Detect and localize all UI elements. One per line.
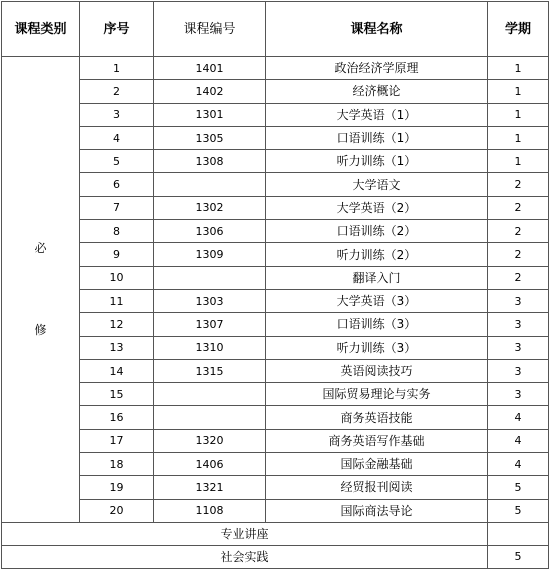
term-cell: 2 <box>488 220 549 243</box>
code-cell: 1401 <box>154 57 266 80</box>
code-cell: 1108 <box>154 499 266 522</box>
course-name-cell: 英语阅读技巧 <box>266 359 488 382</box>
table-row <box>2 126 549 149</box>
code-cell: 1406 <box>154 453 266 476</box>
code-cell <box>154 266 266 289</box>
seq-cell: 1 <box>80 57 154 80</box>
seq-cell: 19 <box>80 476 154 499</box>
seq-cell: 7 <box>80 196 154 219</box>
footer-term-lecture <box>488 522 549 545</box>
table-row <box>2 103 549 126</box>
term-cell: 1 <box>488 126 549 149</box>
category-char-2: 修 <box>34 323 47 338</box>
seq-cell: 20 <box>80 499 154 522</box>
code-cell: 1402 <box>154 80 266 103</box>
code-cell: 1305 <box>154 126 266 149</box>
table-row <box>2 80 549 103</box>
code-cell: 1310 <box>154 336 266 359</box>
seq-cell: 10 <box>80 266 154 289</box>
term-cell: 3 <box>488 359 549 382</box>
course-name-cell: 经贸报刊阅读 <box>266 476 488 499</box>
seq-cell: 15 <box>80 383 154 406</box>
code-cell: 1315 <box>154 359 266 382</box>
course-name-cell: 听力训练（1） <box>266 150 488 173</box>
seq-cell: 5 <box>80 150 154 173</box>
code-cell <box>154 173 266 196</box>
table-row <box>2 243 549 266</box>
footer-row-practice <box>2 545 549 568</box>
code-cell <box>154 383 266 406</box>
course-name-cell: 国际商法导论 <box>266 499 488 522</box>
code-cell <box>154 406 266 429</box>
table-row <box>2 336 549 359</box>
term-cell: 4 <box>488 453 549 476</box>
term-cell: 3 <box>488 336 549 359</box>
course-name-cell: 国际金融基础 <box>266 453 488 476</box>
term-cell: 3 <box>488 289 549 312</box>
header-row <box>2 2 549 57</box>
seq-cell: 13 <box>80 336 154 359</box>
table-row <box>2 429 549 452</box>
seq-cell: 16 <box>80 406 154 429</box>
code-cell: 1320 <box>154 429 266 452</box>
course-name-cell: 口语训练（1） <box>266 126 488 149</box>
table-row <box>2 359 549 382</box>
code-cell: 1308 <box>154 150 266 173</box>
course-name-cell: 大学语文 <box>266 173 488 196</box>
course-name-cell: 大学英语（3） <box>266 289 488 312</box>
seq-cell: 6 <box>80 173 154 196</box>
code-cell: 1309 <box>154 243 266 266</box>
code-cell: 1321 <box>154 476 266 499</box>
seq-cell: 3 <box>80 103 154 126</box>
course-name-cell: 大学英语（2） <box>266 196 488 219</box>
term-cell: 3 <box>488 383 549 406</box>
footer-term-practice: 5 <box>488 545 549 568</box>
header-code: 课程编号 <box>154 2 266 57</box>
footer-row-lecture <box>2 522 549 545</box>
code-cell: 1302 <box>154 196 266 219</box>
code-cell: 1307 <box>154 313 266 336</box>
term-cell: 2 <box>488 196 549 219</box>
category-cell <box>2 57 80 523</box>
code-cell: 1303 <box>154 289 266 312</box>
course-name-cell: 大学英语（1） <box>266 103 488 126</box>
term-cell: 5 <box>488 476 549 499</box>
header-category: 课程类别 <box>2 2 80 57</box>
seq-cell: 12 <box>80 313 154 336</box>
course-name-cell: 国际贸易理论与实务 <box>266 383 488 406</box>
footer-label-lecture: 专业讲座 <box>2 522 488 545</box>
term-cell: 4 <box>488 406 549 429</box>
table-row <box>2 406 549 429</box>
term-cell: 5 <box>488 499 549 522</box>
seq-cell: 4 <box>80 126 154 149</box>
seq-cell: 17 <box>80 429 154 452</box>
term-cell: 1 <box>488 57 549 80</box>
table-row <box>2 476 549 499</box>
code-cell: 1301 <box>154 103 266 126</box>
course-name-cell: 商务英语技能 <box>266 406 488 429</box>
table-row <box>2 383 549 406</box>
course-name-cell: 口语训练（2） <box>266 220 488 243</box>
term-cell: 2 <box>488 266 549 289</box>
course-name-cell: 翻译入门 <box>266 266 488 289</box>
table-row <box>2 173 549 196</box>
footer-label-practice: 社会实践 <box>2 545 488 568</box>
seq-cell: 2 <box>80 80 154 103</box>
course-rows <box>2 57 549 569</box>
header-seq: 序号 <box>80 2 154 57</box>
table-row <box>2 499 549 522</box>
course-table <box>1 1 549 569</box>
term-cell: 2 <box>488 243 549 266</box>
header-term: 学期 <box>488 2 549 57</box>
term-cell: 1 <box>488 103 549 126</box>
seq-cell: 11 <box>80 289 154 312</box>
course-name-cell: 听力训练（2） <box>266 243 488 266</box>
table-row <box>2 57 549 80</box>
table-row <box>2 266 549 289</box>
table-row <box>2 150 549 173</box>
category-char-1: 必 <box>34 241 47 256</box>
table-row <box>2 313 549 336</box>
code-cell: 1306 <box>154 220 266 243</box>
course-name-cell: 口语训练（3） <box>266 313 488 336</box>
course-name-cell: 听力训练（3） <box>266 336 488 359</box>
term-cell: 1 <box>488 150 549 173</box>
course-name-cell: 经济概论 <box>266 80 488 103</box>
term-cell: 2 <box>488 173 549 196</box>
table-row <box>2 289 549 312</box>
course-name-cell: 商务英语写作基础 <box>266 429 488 452</box>
table-row <box>2 453 549 476</box>
table-row <box>2 196 549 219</box>
term-cell: 3 <box>488 313 549 336</box>
seq-cell: 14 <box>80 359 154 382</box>
term-cell: 1 <box>488 80 549 103</box>
seq-cell: 9 <box>80 243 154 266</box>
header-name: 课程名称 <box>266 2 488 57</box>
seq-cell: 18 <box>80 453 154 476</box>
term-cell: 4 <box>488 429 549 452</box>
seq-cell: 8 <box>80 220 154 243</box>
table-row <box>2 220 549 243</box>
course-name-cell: 政治经济学原理 <box>266 57 488 80</box>
